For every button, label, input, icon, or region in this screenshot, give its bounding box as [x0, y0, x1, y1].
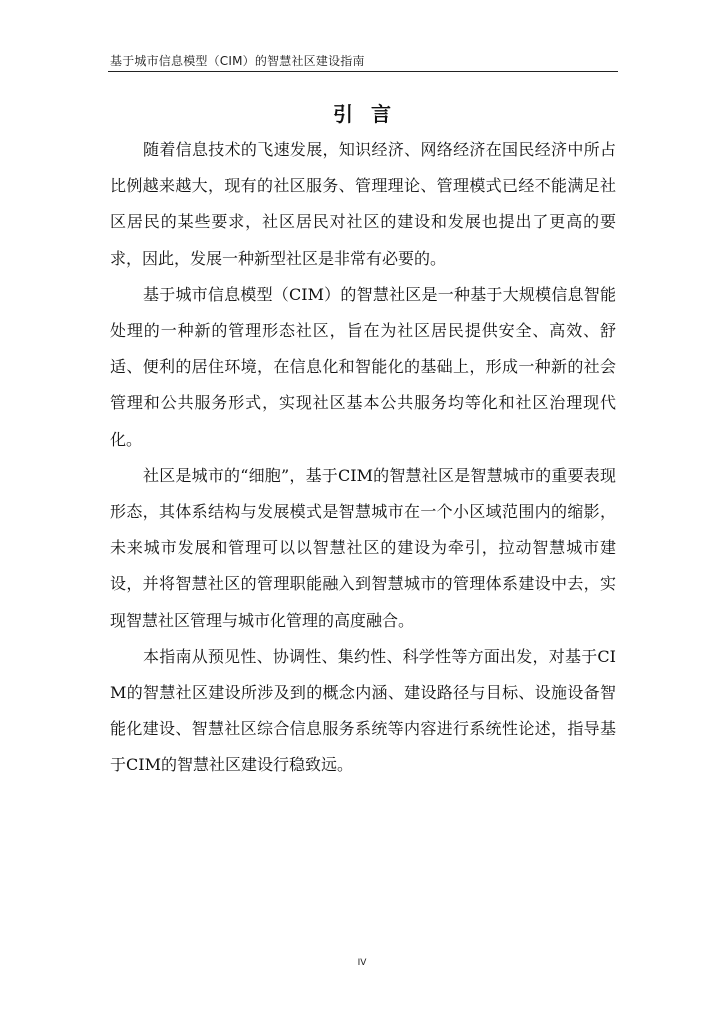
- running-header: 基于城市信息模型（CIM）的智慧社区建设指南: [110, 54, 365, 68]
- page-title: 引言: [333, 102, 409, 126]
- body-text: [110, 132, 616, 784]
- paragraph-1: 随着信息技术的飞速发展，知识经济、网络经济在国民经济中所占比例越来越大，现有的社区服务、管理理论、管理模式已经不能满足社区居民的某些要求，社区居民对社区的建设和发展也提出了更高的要求，因此，发展一种新型社区是非常有必要的。: [110, 140, 616, 268]
- paragraph-4: 本指南从预见性、协调性、集约性、科学性等方面出发，对基于CIM的智慧社区建设所涉及到的概念内涵、建设路径与目标、设施设备智能化建设、智慧社区综合信息服务系统等内容进行系统性论述，指导基于CIM的智慧社区建设行稳致远。: [110, 646, 616, 775]
- page-number: IV: [357, 958, 367, 968]
- paragraph-2: 基于城市信息模型（CIM）的智慧社区是一种基于大规模信息智能处理的一种新的管理形态社区，旨在为社区居民提供安全、高效、舒适、便利的居住环境，在信息化和智能化的基础上，形成一种新的社会管理和公共服务形式，实现社区基本公共服务均等化和社区治理现代化。: [110, 284, 616, 449]
- header-divider: [108, 71, 618, 72]
- paragraph-3: 社区是城市的“细胞”，基于CIM的智慧社区是智慧城市的重要表现形态，其体系结构与发展模式是智慧城市在一个小区域范围内的缩影，未来城市发展和管理可以以智慧社区的建设为牵引，拉动智慧城市建设，并将智慧社区的管理职能融入到智慧城市的管理体系建设中去，实现智慧社区管理与城市化管理的高度融合。: [110, 465, 616, 630]
